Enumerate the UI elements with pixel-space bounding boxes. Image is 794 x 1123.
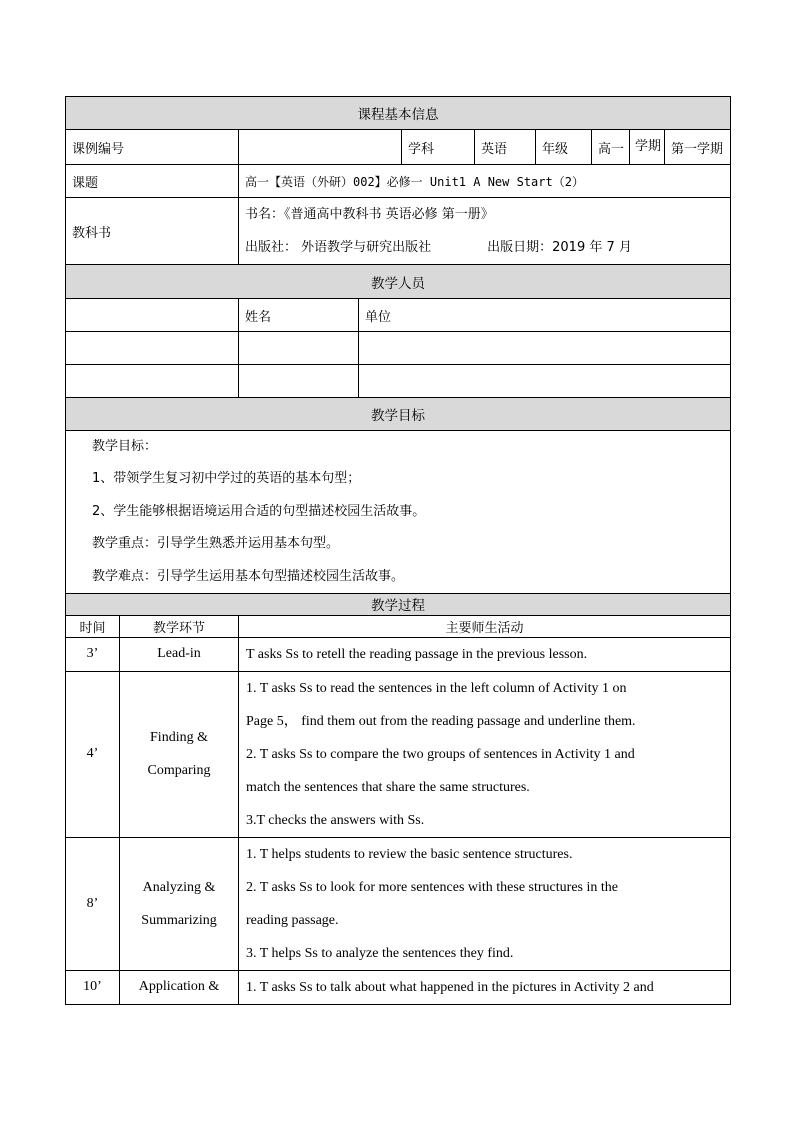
goals-line: 2、学生能够根据语境运用合适的句型描述校园生活故事。 xyxy=(92,503,426,519)
process-stage xyxy=(120,970,239,1004)
process-time: 3’ xyxy=(66,637,120,671)
textbook-row xyxy=(66,198,731,265)
col-stage: 教学环节 xyxy=(120,615,239,637)
process-activity-line: 2. T asks Ss to look for more sentences with these structures in the xyxy=(246,879,618,895)
lesson-plan-document xyxy=(65,96,730,1005)
staff-unit xyxy=(359,332,731,365)
grade-value: 高一 xyxy=(592,130,630,165)
case-info-row xyxy=(66,130,731,165)
process-activity-line: match the sentences that share the same structures. xyxy=(246,779,530,795)
grade-label: 年级 xyxy=(536,130,592,165)
staff-columns-row xyxy=(66,299,731,332)
staff-role xyxy=(66,332,239,365)
goals-line: 教学难点：引导学生运用基本句型描述校园生活故事。 xyxy=(92,568,405,584)
staff-name-label: 姓名 xyxy=(239,299,359,332)
staff-row xyxy=(66,365,731,398)
process-header-row xyxy=(66,593,731,615)
process-row xyxy=(66,671,731,837)
col-activity: 主要师生活动 xyxy=(239,615,731,637)
process-activity-line: 2. T asks Ss to compare the two groups of sentences in Activity 1 and xyxy=(246,746,635,762)
goals-line: 教学重点：引导学生熟悉并运用基本句型。 xyxy=(92,536,340,552)
topic-row xyxy=(66,165,731,198)
goals-line: 1、带领学生复习初中学过的英语的基本句型； xyxy=(92,471,361,487)
process-columns-row xyxy=(66,615,731,637)
process-row xyxy=(66,837,731,970)
process-activity-line: 1. T asks Ss to talk about what happened in the pictures in Activity 2 and xyxy=(246,979,654,995)
goals-body-row xyxy=(66,431,731,594)
term-value: 第一学期 xyxy=(671,141,724,157)
textbook-label: 教科书 xyxy=(66,198,239,265)
process-activity-line: 1. T asks Ss to read the sentences in the left column of Activity 1 on xyxy=(246,680,627,696)
col-time: 时间 xyxy=(66,615,120,637)
book-name: 书名：《普通高中教科书 英语必修 第一册》 xyxy=(245,207,494,222)
publisher: 出版社： 外语教学与研究出版社 xyxy=(245,240,432,255)
process-stage-line: Application & xyxy=(138,979,220,995)
process-time: 8’ xyxy=(66,837,120,970)
process-stage xyxy=(120,671,239,837)
staff-unit xyxy=(359,365,731,398)
process-activities xyxy=(239,837,731,970)
process-stage xyxy=(120,637,239,671)
process-row xyxy=(66,970,731,1004)
topic-value: 高一【英语（外研）002】必修一 Unit1 A New Start（2） xyxy=(239,165,731,198)
process-activity-line: Page 5， find them out from the reading passage and underline them. xyxy=(246,713,636,729)
basic-info-header-row xyxy=(66,97,731,130)
process-time: 10’ xyxy=(66,970,120,1004)
staff-unit-label: 单位 xyxy=(359,299,731,332)
case-no-label: 课例编号 xyxy=(66,130,239,165)
process-activity-line: reading passage. xyxy=(246,912,339,928)
publish-line xyxy=(245,231,730,264)
textbook-info xyxy=(239,198,731,265)
subject-value: 英语 xyxy=(475,130,536,165)
publish-date: 出版日期：2019 年 7 月 xyxy=(487,240,632,255)
process-row xyxy=(66,637,731,671)
goals-header-row xyxy=(66,398,731,431)
staff-header: 教学人员 xyxy=(66,265,731,299)
topic-label: 课题 xyxy=(66,165,239,198)
subject-label: 学科 xyxy=(402,130,475,165)
case-no-value xyxy=(239,130,402,165)
process-stage-line: Analyzing & xyxy=(142,879,216,895)
staff-role-cell xyxy=(66,299,239,332)
process-time: 4’ xyxy=(66,671,120,837)
goals-body xyxy=(66,431,731,594)
staff-name xyxy=(239,332,359,365)
process-activities xyxy=(239,671,731,837)
process-stage-line: Lead-in xyxy=(157,646,201,662)
process-activity-line: 3. T helps Ss to analyze the sentences they find. xyxy=(246,945,514,961)
process-activity-line: 3.T checks the answers with Ss. xyxy=(246,812,425,828)
basic-info-header: 课程基本信息 xyxy=(66,97,731,130)
process-stage-line: Comparing xyxy=(147,763,211,779)
staff-header-row xyxy=(66,265,731,299)
process-header: 教学过程 xyxy=(66,593,731,615)
process-stage-line: Summarizing xyxy=(141,912,217,928)
goals-line: 教学目标： xyxy=(92,439,158,454)
lesson-plan-table xyxy=(65,96,731,1005)
staff-name xyxy=(239,365,359,398)
staff-role xyxy=(66,365,239,398)
process-stage xyxy=(120,837,239,970)
staff-row xyxy=(66,332,731,365)
goals-header: 教学目标 xyxy=(66,398,731,431)
term-label: 学期 xyxy=(630,130,665,164)
process-activities xyxy=(239,637,731,671)
process-activity-line: 1. T helps students to review the basic sentence structures. xyxy=(246,846,573,862)
process-stage-line: Finding & xyxy=(150,730,208,746)
term-cell xyxy=(630,130,731,165)
process-activities xyxy=(239,970,731,1004)
process-activity-line: T asks Ss to retell the reading passage in the previous lesson. xyxy=(246,646,588,662)
